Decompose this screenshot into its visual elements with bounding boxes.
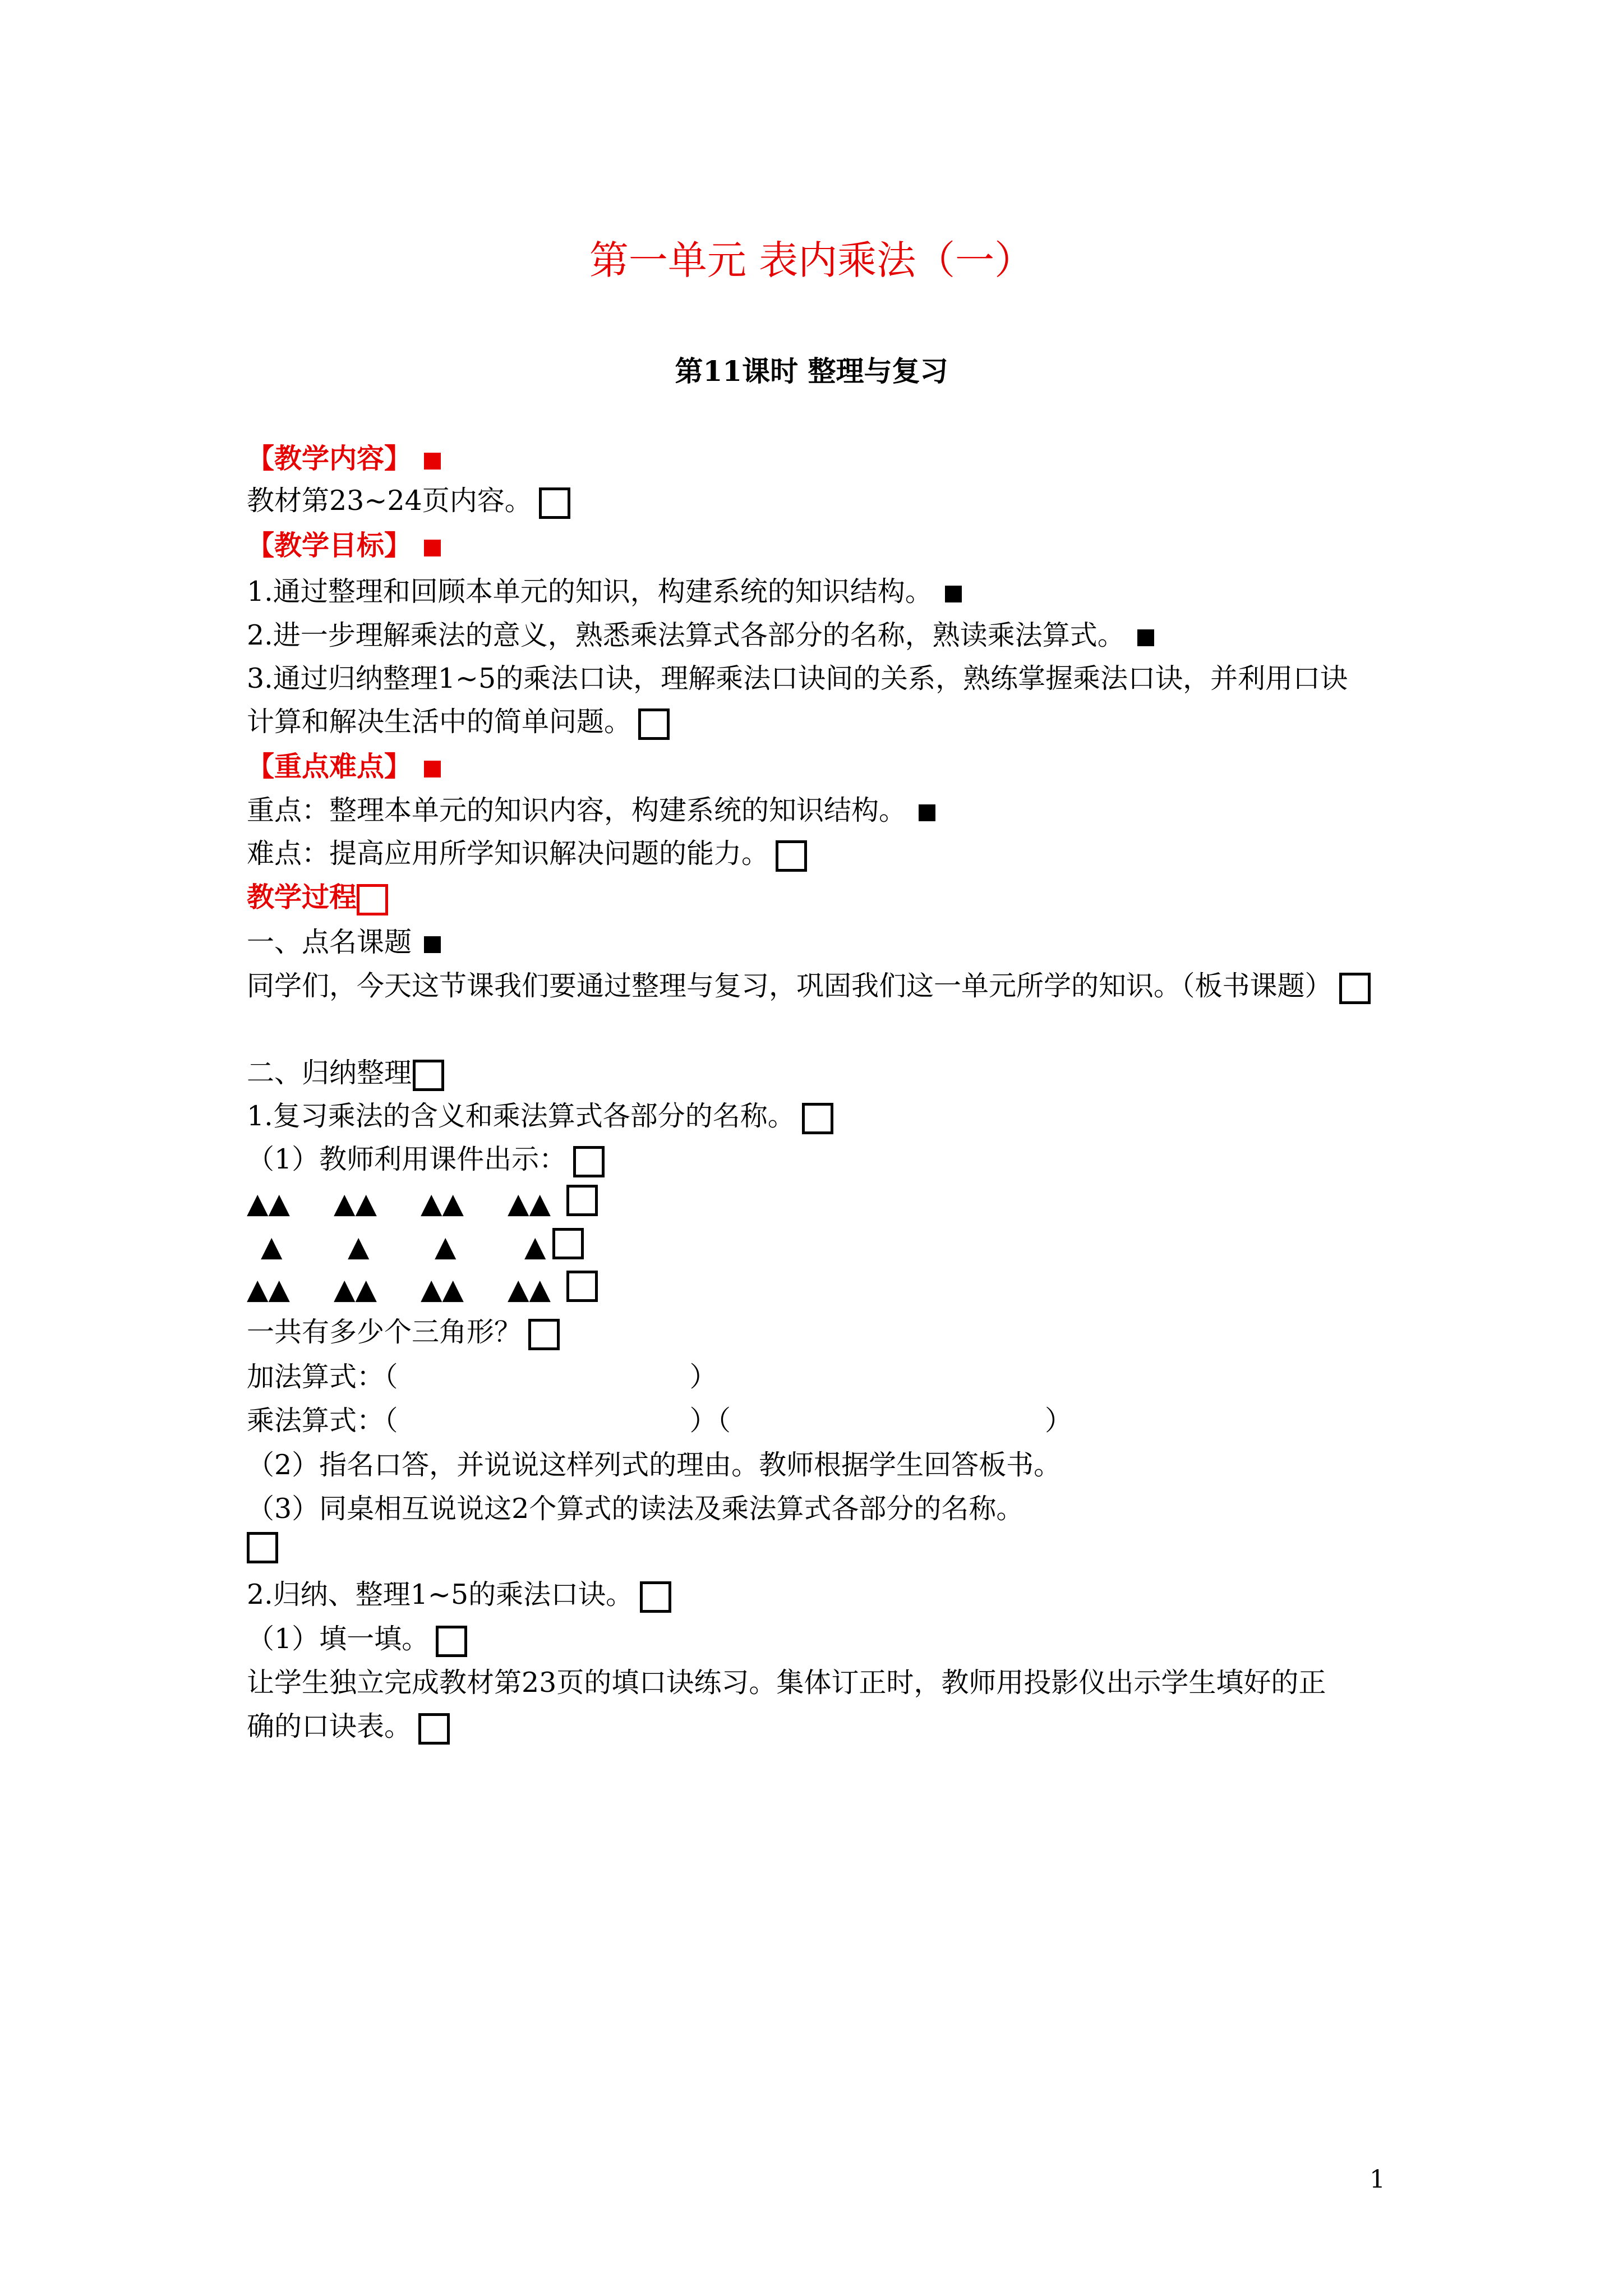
empty-box	[418, 1713, 450, 1745]
question: 一共有多少个三角形？	[247, 1316, 522, 1348]
step1-text: 同学们，今天这节课我们要通过整理与复习，巩固我们这一单元所学的知识。（板书课题）	[247, 970, 1332, 1002]
empty-box	[436, 1626, 467, 1657]
content-text: 教材第23~24页内容。	[247, 485, 532, 517]
step1-heading-line	[247, 928, 441, 956]
s2-1: 1.复习乘法的含义和乘法算式各部分的名称。	[247, 1100, 795, 1132]
s2-1-line	[247, 1102, 833, 1134]
s2-1-1-line	[247, 1145, 605, 1177]
question-line	[247, 1318, 560, 1350]
goal-heading-line	[247, 529, 441, 562]
s2-1-2: （2）指名口答，并说说这样列式的理由。教师根据学生回答板书。	[247, 1449, 1062, 1481]
goal-2-line	[247, 619, 1154, 651]
page-number: 1	[1370, 2165, 1385, 2194]
mul-formula-line	[247, 1405, 1073, 1437]
black-square-marker	[945, 586, 962, 602]
empty-box	[566, 1185, 598, 1216]
red-square-marker	[424, 761, 441, 777]
open-paren: （	[717, 1405, 731, 1437]
goal-3b-line	[247, 708, 670, 740]
s2-2-text-a: 让学生独立完成教材第23页的填口诀练习。集体订正时，教师用投影仪出示学生填好的正	[247, 1667, 1326, 1699]
empty-box	[638, 708, 670, 740]
s2-2-text-b-line	[247, 1710, 450, 1745]
process-heading-line	[247, 881, 388, 915]
red-empty-box	[357, 884, 388, 915]
triangle-pair: ▲▲	[247, 1273, 290, 1305]
standalone-box-line	[247, 1531, 278, 1563]
triangle-pair: ▲▲	[508, 1273, 551, 1305]
triangle-pair: ▲▲	[334, 1187, 377, 1220]
s2-2-text-b: 确的口诀表。	[247, 1710, 412, 1742]
key-heading: 【重点难点】	[247, 750, 412, 783]
empty-box	[573, 1146, 605, 1177]
content-heading: 【教学内容】	[247, 442, 412, 475]
s2-1-3-line	[247, 1493, 1024, 1525]
key-heading-line	[247, 750, 441, 783]
red-square-marker	[424, 453, 441, 470]
goal-heading: 【教学目标】	[247, 529, 412, 562]
step2-heading: 二、归纳整理	[247, 1057, 412, 1089]
empty-box	[640, 1581, 671, 1613]
s2-1-3: （3）同桌相互说说这2个算式的读法及乘法算式各部分的名称。	[247, 1493, 1024, 1525]
empty-box	[1339, 973, 1371, 1004]
empty-box	[776, 840, 807, 872]
add-formula-line	[247, 1363, 717, 1391]
s2-2-text-a-line	[247, 1667, 1326, 1699]
mul-formula-label: 乘法算式：（	[247, 1405, 398, 1437]
empty-box	[552, 1228, 584, 1259]
triangle-single: ▲	[435, 1230, 457, 1263]
key-1: 重点：整理本单元的知识内容，构建系统的知识结构。	[247, 794, 907, 826]
close-paren: ）	[689, 1405, 717, 1437]
empty-box	[247, 1532, 278, 1563]
goal-2: 2.进一步理解乘法的意义，熟悉乘法算式各部分的名称，熟读乘法算式。	[247, 619, 1125, 651]
key-2-line	[247, 840, 807, 872]
s2-2-1-line	[247, 1625, 467, 1657]
empty-box	[539, 487, 570, 519]
s2-2-1: （1）填一填。	[247, 1623, 430, 1655]
content-text-line	[247, 487, 570, 519]
empty-box	[802, 1103, 833, 1134]
step1-text-line	[247, 972, 1371, 1004]
triangle-pair: ▲▲	[334, 1273, 377, 1305]
s2-1-1: （1）教师利用课件出示：	[247, 1143, 567, 1175]
triangle-pair: ▲▲	[508, 1187, 551, 1220]
lesson-subtitle: 第11课时 整理与复习	[675, 355, 948, 388]
black-square-marker	[919, 804, 935, 821]
empty-box	[566, 1271, 598, 1302]
close-paren: ）	[689, 1361, 717, 1393]
step2-heading-line	[247, 1059, 444, 1091]
key-2: 难点：提高应用所学知识解决问题的能力。	[247, 838, 769, 869]
s2-1-2-line	[247, 1451, 1061, 1479]
triangle-single: ▲	[261, 1230, 283, 1263]
triangle-pair: ▲▲	[421, 1273, 464, 1305]
triangle-pair: ▲▲	[247, 1187, 290, 1220]
red-square-marker	[424, 540, 441, 556]
triangle-pair: ▲▲	[421, 1187, 464, 1220]
step1-heading: 一、点名课题	[247, 926, 412, 958]
add-formula-label: 加法算式：（	[247, 1361, 398, 1393]
black-square-marker	[424, 936, 441, 953]
goal-1: 1.通过整理和回顾本单元的知识，构建系统的知识结构。	[247, 576, 933, 608]
triangle-single: ▲	[348, 1230, 370, 1263]
black-square-marker	[1137, 629, 1154, 646]
content-heading-line	[247, 442, 441, 475]
key-1-line	[247, 794, 935, 826]
goal-1-line	[247, 576, 962, 608]
close-paren: ）	[1045, 1405, 1073, 1437]
empty-box	[413, 1060, 444, 1091]
unit-title: 第一单元 表内乘法（一）	[589, 237, 1034, 283]
empty-box	[528, 1319, 560, 1350]
goal-3b: 计算和解决生活中的简单问题。	[247, 706, 632, 738]
s2-2-line	[247, 1581, 671, 1613]
goal-3a: 3.通过归纳整理1~5的乘法口诀，理解乘法口诀间的关系，熟练掌握乘法口诀，并利用口诀	[247, 662, 1348, 694]
goal-3a-line	[247, 662, 1348, 694]
s2-2: 2.归纳、整理1~5的乘法口诀。	[247, 1579, 634, 1611]
triangle-single: ▲	[524, 1230, 546, 1263]
process-heading: 教学过程	[247, 881, 357, 913]
